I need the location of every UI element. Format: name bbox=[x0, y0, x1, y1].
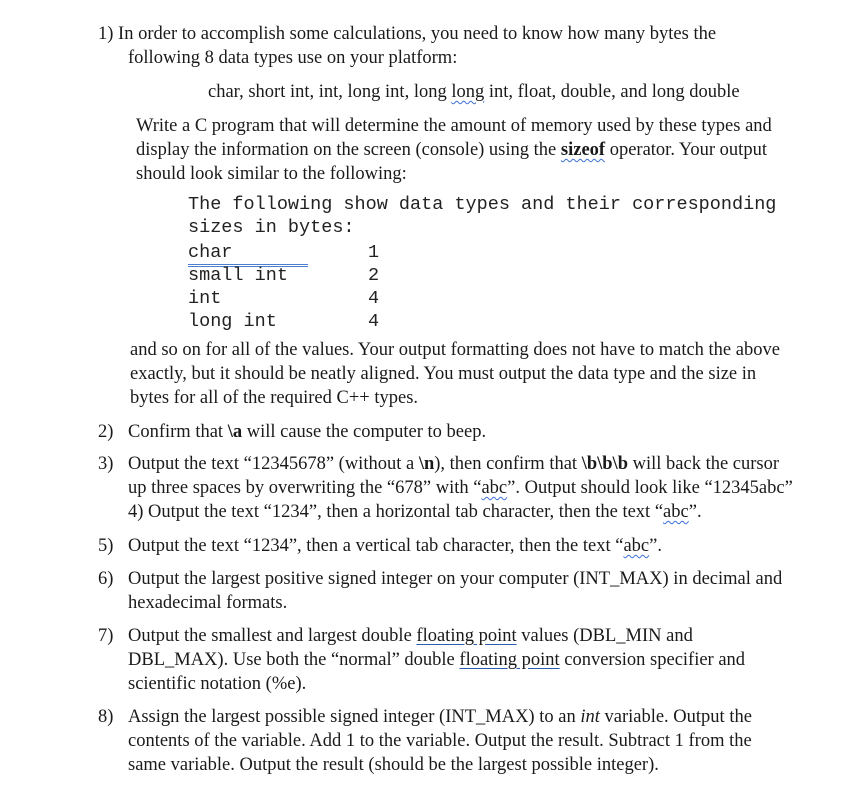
q3-l2-post: ”. Output should look like “12345abc” bbox=[507, 478, 793, 498]
table-type: small int bbox=[188, 265, 288, 286]
q1-types-list bbox=[208, 80, 740, 104]
q3-l1-post: will back the cursor bbox=[628, 454, 780, 474]
q3-line3 bbox=[128, 500, 702, 524]
q2-escape: \a bbox=[227, 422, 243, 442]
q3-line2 bbox=[128, 476, 793, 500]
table-type: int bbox=[188, 288, 222, 309]
q7-floating-point-link[interactable]: floating point bbox=[459, 650, 560, 670]
q7-l1-pre: Output the smallest and largest double bbox=[128, 626, 417, 646]
table-type: long int bbox=[188, 311, 277, 332]
code-line2: sizes in bytes: bbox=[188, 217, 355, 238]
table-type: char bbox=[188, 241, 308, 267]
q8-l1-post: variable. Output the bbox=[599, 707, 752, 727]
q7-floating-point-link[interactable]: floating point bbox=[416, 626, 517, 646]
q2-number: 2) bbox=[98, 422, 114, 442]
q3-l3-abc: abc bbox=[663, 502, 689, 522]
q1-para-line1: Write a C program that will determine the amount of memory used by these types and bbox=[136, 116, 772, 136]
q1-para-line2-pre: display the information on the screen (console) using the bbox=[136, 140, 561, 160]
q8-int-keyword: int bbox=[580, 707, 600, 727]
q1-intro-line2: following 8 data types use on your platform: bbox=[128, 48, 458, 68]
q3-l3-post: ”. bbox=[688, 502, 702, 522]
q3-l2-abc: abc bbox=[481, 478, 508, 498]
q1-number: 1) bbox=[98, 24, 114, 44]
q1-after-line1: and so on for all of the values. Your output formatting does not have to match the above bbox=[130, 340, 780, 360]
q5-number: 5) bbox=[98, 536, 114, 556]
q3-l2-pre: up three spaces by overwriting the “678” with “ bbox=[128, 478, 482, 498]
q7-number: 7) bbox=[98, 626, 114, 646]
q1-types-long: long bbox=[451, 82, 485, 102]
table-size: 2 bbox=[368, 265, 380, 286]
table-size: 1 bbox=[368, 242, 380, 263]
q3-l1-mid: ), then confirm that bbox=[434, 454, 582, 474]
q1-para-line2-post: operator. Your output bbox=[605, 140, 767, 160]
q5-abc: abc bbox=[623, 536, 650, 556]
table-size: 4 bbox=[368, 311, 380, 332]
q1-para-line3: should look similar to the following: bbox=[136, 164, 407, 184]
q5-pre: Output the text “1234”, then a vertical tab character, then the text “ bbox=[128, 536, 624, 556]
q7-l2-pre: DBL_MAX). Use both the “normal” double bbox=[128, 650, 460, 670]
q8-number: 8) bbox=[98, 707, 114, 727]
q7-l2-post: conversion specifier and bbox=[559, 650, 746, 670]
q3-l1-pre: Output the text “12345678” (without a bbox=[128, 454, 419, 474]
q3-line1 bbox=[128, 452, 779, 476]
q1-line1 bbox=[98, 22, 716, 46]
q6-line2: hexadecimal formats. bbox=[128, 593, 288, 613]
q7-line2 bbox=[128, 648, 745, 672]
q7-line3: scientific notation (%e). bbox=[128, 674, 307, 694]
q3-l1-esc: \n bbox=[418, 454, 435, 474]
q8-l1-pre: Assign the largest possible signed integer (INT_MAX) to an bbox=[128, 707, 581, 727]
q8-line2: contents of the variable. Add 1 to the variable. Output the result. Subtract 1 from the bbox=[128, 731, 752, 751]
q1-sizeof-keyword: sizeof bbox=[560, 140, 606, 160]
q2-pre: Confirm that bbox=[128, 422, 228, 442]
q5-post: ”. bbox=[649, 536, 662, 556]
q1-intro-line1: In order to accomplish some calculations, you need to know how many bytes the bbox=[118, 24, 717, 44]
q1-para-line2 bbox=[136, 138, 767, 162]
q1-after-line3: bytes for all of the required C++ types. bbox=[130, 388, 419, 408]
q1-types-post: int, float, double, and long double bbox=[484, 82, 740, 102]
q8-line3: same variable. Output the result (should be the largest possible integer). bbox=[128, 755, 659, 775]
q1-types-pre: char, short int, int, long int, long bbox=[208, 82, 452, 102]
q2-post: will cause the computer to beep. bbox=[242, 422, 487, 442]
q8-line1 bbox=[128, 705, 752, 729]
q3-l3-pre: 4) Output the text “1234”, then a horizontal tab character, then the text “ bbox=[128, 502, 664, 522]
q7-line1 bbox=[128, 624, 693, 648]
table-size: 4 bbox=[368, 288, 380, 309]
q3-l1-esc2: \b\b\b bbox=[581, 454, 628, 474]
q1-after-line2: exactly, but it should be neatly aligned. You must output the data type and the size in bbox=[130, 364, 757, 384]
q5-text bbox=[128, 534, 662, 558]
q2-text bbox=[128, 420, 486, 444]
q6-line1: Output the largest positive signed integer on your computer (INT_MAX) in decimal and bbox=[128, 569, 783, 589]
code-line1: The following show data types and their corresponding bbox=[188, 194, 777, 215]
q6-number: 6) bbox=[98, 569, 114, 589]
q7-l1-post: values (DBL_MIN and bbox=[516, 626, 693, 646]
q3-number: 3) bbox=[98, 454, 114, 474]
